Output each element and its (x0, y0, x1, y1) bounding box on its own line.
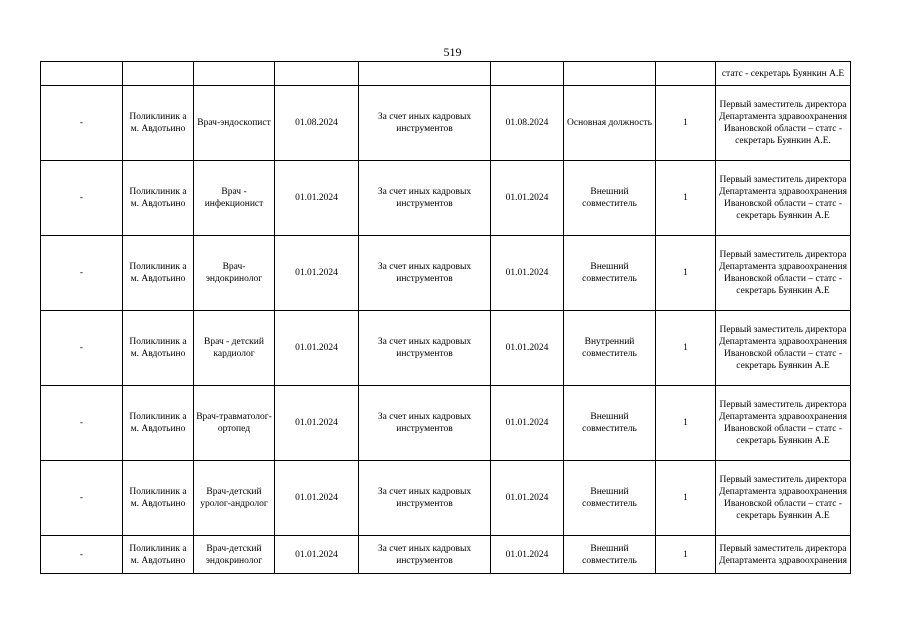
cell-employment-type: Внешний совместитель (564, 161, 656, 236)
cell-subdivision: Поликлиник а м. Авдотьино (123, 536, 194, 574)
cell-funding-source: За счет иных кадровых инструментов (359, 236, 491, 311)
cell-position (194, 62, 275, 86)
cell-position: Врач-травматолог-ортопед (194, 386, 275, 461)
cell-row-dash: - (41, 161, 123, 236)
cell-rate: 1 (656, 386, 716, 461)
cell-row-dash: - (41, 461, 123, 536)
table-row (41, 536, 851, 574)
cell-subdivision: Поликлиник а м. Авдотьино (123, 461, 194, 536)
table-row (41, 386, 851, 461)
cell-approver: Первый заместитель директора Департамента здравоохранения Ивановской области – статс - секретарь Буянкин А.Е (716, 386, 851, 461)
cell-funding-source: За счет иных кадровых инструментов (359, 461, 491, 536)
table-row (41, 311, 851, 386)
cell-effective-date: 01.01.2024 (491, 386, 564, 461)
table-row (41, 461, 851, 536)
cell-row-dash: - (41, 536, 123, 574)
cell-effective-date: 01.01.2024 (491, 311, 564, 386)
cell-effective-date: 01.01.2024 (491, 461, 564, 536)
cell-approver: Первый заместитель директора Департамента здравоохранения (716, 536, 851, 574)
cell-start-date: 01.01.2024 (275, 236, 359, 311)
cell-position: Врач - детский кардиолог (194, 311, 275, 386)
cell-approver: Первый заместитель директора Департамента здравоохранения Ивановской области – статс - секретарь Буянкин А.Е (716, 461, 851, 536)
cell-approver: Первый заместитель директора Департамента здравоохранения Ивановской области – статс - секретарь Буянкин А.Е (716, 311, 851, 386)
cell-rate (656, 62, 716, 86)
cell-funding-source: За счет иных кадровых инструментов (359, 86, 491, 161)
cell-employment-type: Внутренний совместитель (564, 311, 656, 386)
cell-rate: 1 (656, 461, 716, 536)
cell-start-date: 01.01.2024 (275, 386, 359, 461)
cell-rate: 1 (656, 236, 716, 311)
cell-employment-type: Внешний совместитель (564, 536, 656, 574)
cell-employment-type (564, 62, 656, 86)
cell-subdivision: Поликлиник а м. Авдотьино (123, 86, 194, 161)
cell-approver: статс - секретарь Буянкин А.Е (716, 62, 851, 86)
cell-effective-date: 01.01.2024 (491, 236, 564, 311)
cell-employment-type: Внешний совместитель (564, 461, 656, 536)
cell-row-dash: - (41, 386, 123, 461)
cell-start-date: 01.01.2024 (275, 311, 359, 386)
cell-approver: Первый заместитель директора Департамента здравоохранения Ивановской области – статс - секретарь Буянкин А.Е. (716, 86, 851, 161)
cell-subdivision: Поликлиник а м. Авдотьино (123, 161, 194, 236)
cell-row-dash: - (41, 236, 123, 311)
cell-employment-type: Основная должность (564, 86, 656, 161)
cell-rate: 1 (656, 161, 716, 236)
cell-row-dash (41, 62, 123, 86)
cell-subdivision: Поликлиник а м. Авдотьино (123, 311, 194, 386)
table-row (41, 86, 851, 161)
cell-position: Врач - инфекционист (194, 161, 275, 236)
cell-approver: Первый заместитель директора Департамента здравоохранения Ивановской области – статс - секретарь Буянкин А.Е (716, 161, 851, 236)
cell-effective-date: 01.01.2024 (491, 161, 564, 236)
cell-position: Врач-эндоскопист (194, 86, 275, 161)
cell-start-date: 01.01.2024 (275, 461, 359, 536)
cell-start-date: 01.01.2024 (275, 161, 359, 236)
cell-effective-date: 01.08.2024 (491, 86, 564, 161)
cell-effective-date: 01.01.2024 (491, 536, 564, 574)
cell-rate: 1 (656, 86, 716, 161)
cell-funding-source: За счет иных кадровых инструментов (359, 536, 491, 574)
cell-start-date: 01.01.2024 (275, 536, 359, 574)
cell-position: Врач-детский уролог-андролог (194, 461, 275, 536)
table-row (41, 62, 851, 86)
table-row (41, 236, 851, 311)
cell-start-date: 01.08.2024 (275, 86, 359, 161)
cell-funding-source: За счет иных кадровых инструментов (359, 386, 491, 461)
cell-start-date (275, 62, 359, 86)
page-number: 519 (443, 45, 462, 59)
cell-rate: 1 (656, 536, 716, 574)
cell-employment-type: Внешний совместитель (564, 386, 656, 461)
cell-funding-source (359, 62, 491, 86)
cell-position: Врач-детский эндокринолог (194, 536, 275, 574)
cell-position: Врач-эндокринолог (194, 236, 275, 311)
cell-subdivision: Поликлиник а м. Авдотьино (123, 386, 194, 461)
cell-approver: Первый заместитель директора Департамента здравоохранения Ивановской области – статс - секретарь Буянкин А.Е (716, 236, 851, 311)
cell-effective-date (491, 62, 564, 86)
cell-subdivision: Поликлиник а м. Авдотьино (123, 236, 194, 311)
cell-funding-source: За счет иных кадровых инструментов (359, 311, 491, 386)
staff-table (40, 61, 851, 574)
table-row (41, 161, 851, 236)
cell-funding-source: За счет иных кадровых инструментов (359, 161, 491, 236)
cell-subdivision (123, 62, 194, 86)
cell-row-dash: - (41, 311, 123, 386)
cell-row-dash: - (41, 86, 123, 161)
cell-employment-type: Внешний совместитель (564, 236, 656, 311)
cell-rate: 1 (656, 311, 716, 386)
